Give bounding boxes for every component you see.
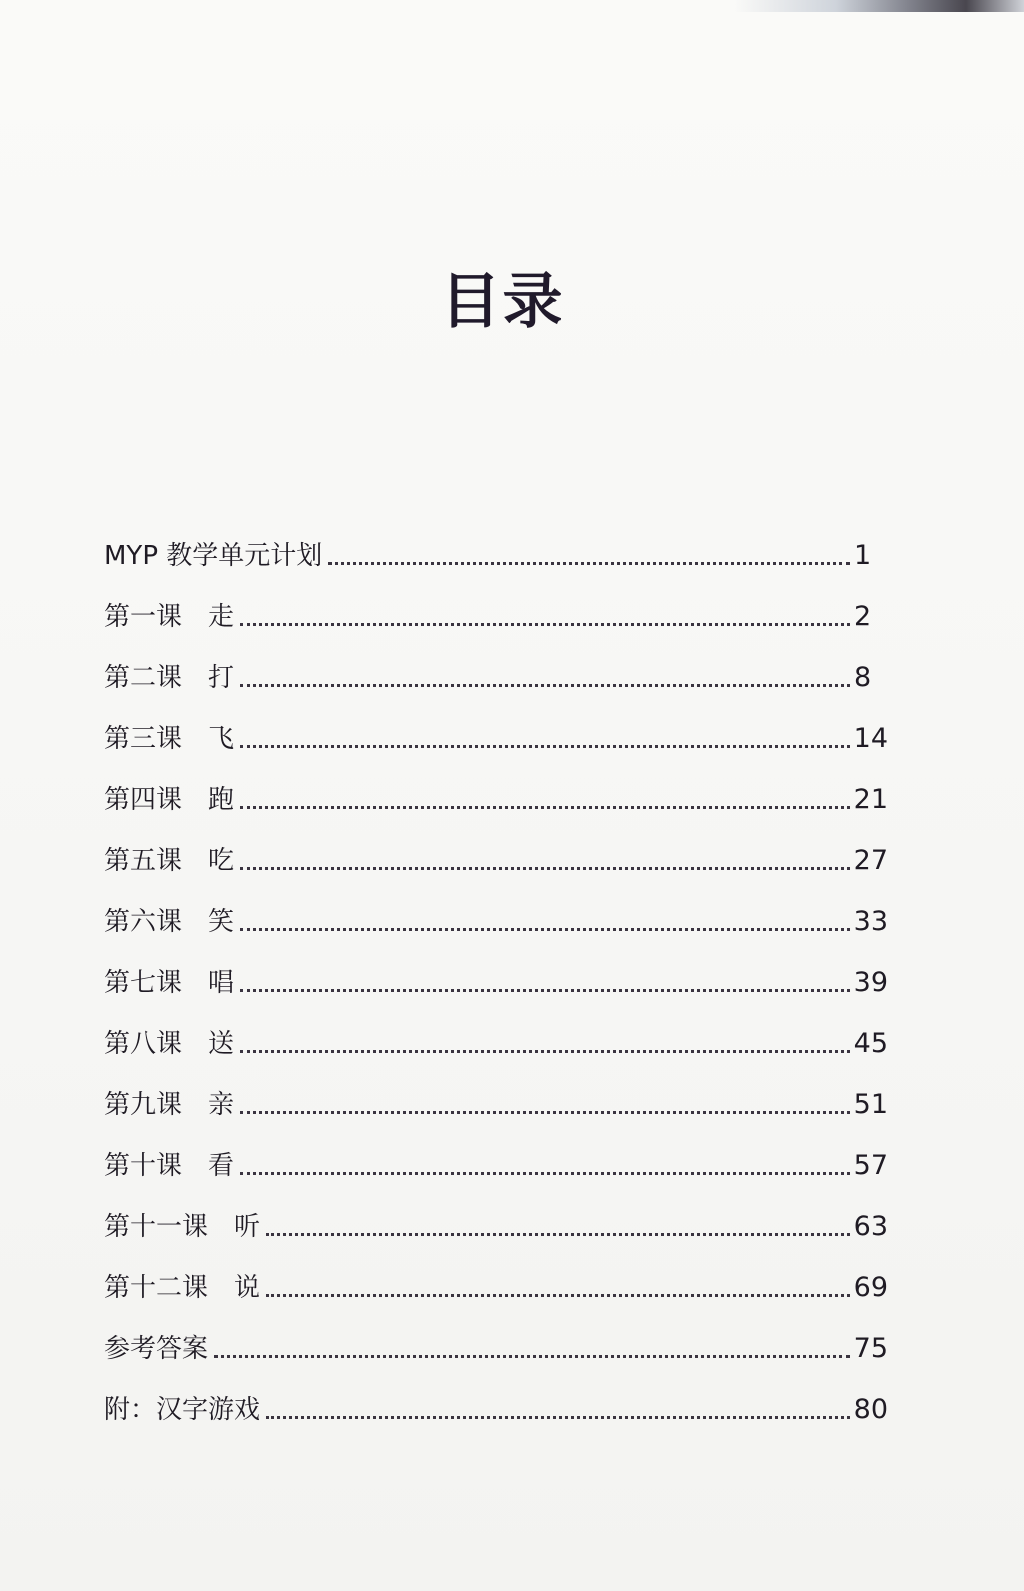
toc-dot-leader — [240, 989, 850, 992]
toc-dot-leader — [266, 1233, 850, 1236]
toc-entry-label: 第四课 — [104, 785, 183, 815]
toc-entry-title: 走 — [208, 602, 235, 632]
toc-entry-title: 笑 — [208, 907, 235, 937]
toc-entry-title: 唱 — [208, 968, 235, 998]
toc-dot-leader — [266, 1294, 850, 1297]
toc-entry-label: 第二课 — [104, 663, 183, 693]
toc-entry[interactable] — [98, 815, 888, 876]
toc-entry[interactable] — [98, 937, 888, 998]
toc-dot-leader — [240, 867, 850, 870]
toc-entry-title: 跑 — [208, 785, 235, 815]
toc-page-number: 63 — [853, 1211, 888, 1242]
toc-page-number: 45 — [853, 1028, 888, 1059]
toc-page-number: 69 — [853, 1272, 888, 1303]
toc-entry-label: 第十课 — [104, 1151, 183, 1181]
toc-entry[interactable] — [98, 1242, 888, 1303]
toc-page-number: 80 — [853, 1394, 888, 1425]
toc-dot-leader — [214, 1355, 850, 1358]
toc-entry-label: 第九课 — [104, 1090, 183, 1120]
toc-entry[interactable] — [98, 1181, 888, 1242]
toc-page-number: 21 — [853, 784, 888, 815]
table-of-contents — [98, 510, 888, 1425]
toc-entry[interactable] — [98, 1364, 888, 1425]
toc-entry-label: 附：汉字游戏 — [104, 1395, 261, 1425]
toc-entry[interactable] — [98, 998, 888, 1059]
toc-entry[interactable] — [98, 510, 888, 571]
toc-entry-label: 第十一课 — [104, 1212, 209, 1242]
toc-entry[interactable] — [98, 754, 888, 815]
toc-entry[interactable] — [98, 876, 888, 937]
page-title: 目录 — [440, 267, 565, 337]
toc-page-number: 2 — [854, 601, 872, 632]
toc-page-number: 8 — [854, 662, 872, 693]
toc-dot-leader — [240, 1111, 850, 1114]
toc-dot-leader — [240, 806, 850, 809]
toc-entry-label: 第八课 — [104, 1029, 183, 1059]
toc-page-number: 75 — [853, 1333, 888, 1364]
toc-entry-title: 飞 — [208, 724, 235, 754]
toc-dot-leader — [240, 684, 850, 687]
toc-dot-leader — [240, 1050, 850, 1053]
toc-entry[interactable] — [98, 1120, 888, 1181]
toc-dot-leader — [266, 1416, 850, 1419]
toc-entry[interactable] — [98, 1059, 888, 1120]
toc-entry-title: 送 — [208, 1029, 235, 1059]
toc-page-number: 51 — [853, 1089, 888, 1120]
toc-entry-label: 第五课 — [104, 846, 183, 876]
toc-entry-label: MYP 教学单元计划 — [104, 541, 323, 571]
toc-page-number: 33 — [853, 906, 888, 937]
toc-entry[interactable] — [98, 571, 888, 632]
toc-entry[interactable] — [98, 693, 888, 754]
toc-entry-label: 参考答案 — [104, 1334, 209, 1364]
toc-entry-label: 第十二课 — [104, 1273, 209, 1303]
toc-page-number: 27 — [853, 845, 888, 876]
scan-edge-artifact — [734, 0, 1024, 12]
toc-entry-title: 听 — [234, 1212, 261, 1242]
toc-dot-leader — [240, 928, 850, 931]
toc-entry-title: 打 — [208, 663, 235, 693]
toc-dot-leader — [240, 623, 850, 626]
toc-dot-leader — [328, 562, 850, 565]
toc-entry[interactable] — [98, 1303, 888, 1364]
toc-entry-label: 第六课 — [104, 907, 183, 937]
toc-page-number: 57 — [853, 1150, 888, 1181]
toc-entry-title: 看 — [208, 1151, 235, 1181]
toc-entry-title: 吃 — [208, 846, 235, 876]
toc-entry-label: 第一课 — [104, 602, 183, 632]
toc-page-number: 39 — [853, 967, 888, 998]
toc-entry[interactable] — [98, 632, 888, 693]
toc-dot-leader — [240, 745, 850, 748]
toc-entry-title: 亲 — [208, 1090, 235, 1120]
toc-entry-title: 说 — [234, 1273, 261, 1303]
toc-entry-label: 第七课 — [104, 968, 183, 998]
toc-page-number: 14 — [853, 723, 888, 754]
toc-page-number: 1 — [854, 540, 872, 571]
toc-dot-leader — [240, 1172, 850, 1175]
toc-entry-label: 第三课 — [104, 724, 183, 754]
